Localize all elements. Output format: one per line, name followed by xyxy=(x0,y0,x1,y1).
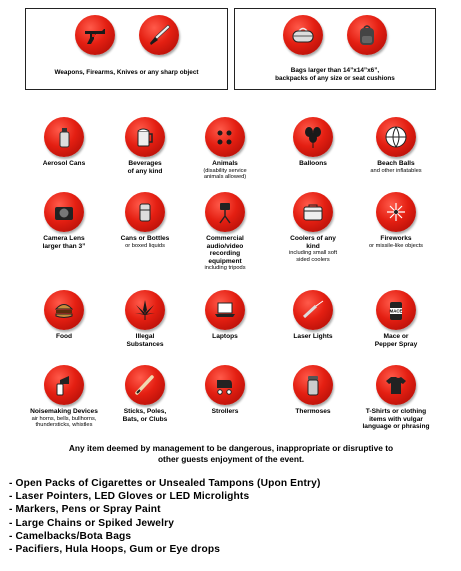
cooler-icon xyxy=(300,199,326,225)
item-label-line-4: equipment xyxy=(208,257,242,265)
item-label xyxy=(275,235,351,250)
mace-spray-icon xyxy=(383,297,409,323)
item-balloons xyxy=(275,117,351,168)
item-label-line-1: Beverages xyxy=(128,160,162,167)
extra-prohibited-list xyxy=(9,477,321,556)
item-label-line-1: T-Shirts or clothing xyxy=(365,408,427,415)
item-label: Aerosol Cans xyxy=(42,160,86,167)
item-label: Animals xyxy=(212,160,238,167)
list-item: - Camelbacks/Bota Bags xyxy=(9,530,132,542)
item-beverages xyxy=(107,117,183,175)
balloons-icon xyxy=(300,124,326,150)
item-sub xyxy=(187,168,263,182)
item-tshirts xyxy=(358,365,434,431)
item-label: Beach Balls xyxy=(377,160,415,167)
laptop-badge xyxy=(205,290,245,330)
item-label-line-2: Bats, or Clubs xyxy=(122,415,168,423)
camera-badge xyxy=(44,192,84,232)
gun-icon xyxy=(82,22,108,48)
item-sub-line-2: sided coolers xyxy=(296,256,330,263)
item-thermoses xyxy=(275,365,351,416)
item-label-line-2: audio/video xyxy=(206,242,244,250)
item-label: Cans or Bottles xyxy=(120,235,170,242)
item-label: Laptops xyxy=(212,333,238,340)
item-sub: including tripods xyxy=(204,265,246,272)
fireworks-badge xyxy=(376,192,416,232)
item-label: Balloons xyxy=(299,160,327,167)
weapons-caption: Weapons, Firearms, Knives or any sharp object xyxy=(54,69,199,76)
item-laptops xyxy=(187,290,263,341)
can-badge xyxy=(125,192,165,232)
duffel-bag-icon xyxy=(290,22,316,48)
item-label-line-1: Commercial xyxy=(206,235,244,242)
aerosol-can-badge xyxy=(44,117,84,157)
list-item: - Open Packs of Cigarettes or Unsealed Tampons (Upon Entry) xyxy=(9,478,321,489)
beach-ball-badge xyxy=(376,117,416,157)
item-label xyxy=(358,333,434,348)
backpack-badge xyxy=(347,15,387,55)
item-sub xyxy=(26,416,102,430)
item-strollers xyxy=(187,365,263,416)
air-horn-icon xyxy=(51,372,77,398)
item-label-line-1: Coolers of any xyxy=(290,235,336,242)
item-label: Thermoses xyxy=(295,408,331,415)
gun-badge xyxy=(75,15,115,55)
item-sub-line-2: thundersticks, whistles xyxy=(35,422,93,429)
mace-spray-badge xyxy=(376,290,416,330)
beer-mug-icon xyxy=(132,124,158,150)
bat-icon xyxy=(132,372,158,398)
burger-badge xyxy=(44,290,84,330)
item-label-line-3: recording xyxy=(209,250,241,258)
item-label xyxy=(107,333,183,348)
item-camera-lens xyxy=(26,192,102,250)
cannabis-leaf-badge xyxy=(125,290,165,330)
fireworks-icon xyxy=(383,199,409,225)
tripod-camera-icon xyxy=(212,199,238,225)
knife-badge xyxy=(139,15,179,55)
aerosol-can-icon xyxy=(51,124,77,150)
backpack-icon xyxy=(354,22,380,48)
thermos-badge xyxy=(293,365,333,405)
item-label: Food xyxy=(55,333,73,340)
burger-icon xyxy=(51,297,77,323)
item-cans-bottles xyxy=(107,192,183,249)
item-label: Strollers xyxy=(211,408,239,415)
list-item: - Large Chains or Spiked Jewelry xyxy=(9,517,175,529)
item-sub-line-1: (disability service xyxy=(203,167,247,174)
bags-caption-line-1: Bags larger than 14”x14”x6”, xyxy=(290,67,380,74)
item-aerosol-cans xyxy=(26,117,102,168)
item-label: Noisemaking Devices xyxy=(30,408,98,415)
stroller-badge xyxy=(205,365,245,405)
list-item: - Laser Pointers, LED Gloves or LED Microlights xyxy=(9,491,250,503)
item-commercial-recording xyxy=(187,192,263,272)
weapons-box xyxy=(25,8,228,90)
tshirt-badge xyxy=(376,365,416,405)
item-label-line-1: Mace or xyxy=(383,333,409,340)
item-sub xyxy=(275,250,351,264)
duffel-bag-badge xyxy=(283,15,323,55)
beer-mug-badge xyxy=(125,117,165,157)
management-notice xyxy=(20,443,442,464)
notice-line-1: Any item deemed by management to be dangerous, inappropriate or disruptive to xyxy=(68,443,394,453)
item-sub: or missile-like objects xyxy=(368,242,424,249)
item-sticks-poles xyxy=(107,365,183,423)
item-label xyxy=(358,408,434,431)
bags-caption xyxy=(237,67,433,83)
camera-icon xyxy=(51,199,77,225)
item-mace xyxy=(358,290,434,348)
laser-pointer-icon xyxy=(300,297,326,323)
item-animals xyxy=(187,117,263,181)
cooler-badge xyxy=(293,192,333,232)
list-item: - Pacifiers, Hula Hoops, Gum or Eye drops xyxy=(9,544,221,556)
can-icon xyxy=(132,199,158,225)
paw-prints-icon xyxy=(212,124,238,150)
item-fireworks xyxy=(358,192,434,249)
item-label-line-2: of any kind xyxy=(127,167,163,175)
item-label-line-1: Sticks, Poles, xyxy=(123,408,167,415)
item-label-line-2: larger than 3” xyxy=(42,242,86,250)
paw-prints-badge xyxy=(205,117,245,157)
mace-can-text: MACE xyxy=(389,308,403,314)
item-label: Laser Lights xyxy=(293,333,333,340)
thermos-icon xyxy=(300,372,326,398)
stroller-icon xyxy=(212,372,238,398)
item-label: Fireworks xyxy=(380,235,412,242)
tshirt-icon xyxy=(383,372,409,398)
notice-line-2: other guests enjoyment of the event. xyxy=(157,453,305,464)
item-label xyxy=(107,160,183,175)
balloons-badge xyxy=(293,117,333,157)
item-label xyxy=(26,235,102,250)
item-label-line-2: Substances xyxy=(126,340,164,348)
cannabis-leaf-icon xyxy=(132,297,158,323)
item-food xyxy=(26,290,102,341)
item-label xyxy=(107,408,183,423)
air-horn-badge xyxy=(44,365,84,405)
item-beach-balls xyxy=(358,117,434,174)
knife-icon xyxy=(146,22,172,48)
item-illegal-substances xyxy=(107,290,183,348)
item-coolers xyxy=(275,192,351,264)
item-label-line-2: Pepper Spray xyxy=(374,340,418,348)
item-label-line-2: kind xyxy=(306,242,320,250)
laptop-icon xyxy=(212,297,238,323)
item-sub-line-1: air horns, bells, bullhorns, xyxy=(31,415,97,422)
beach-ball-icon xyxy=(383,124,409,150)
item-sub: and other inflatables xyxy=(370,167,422,174)
bags-caption-line-2: backpacks of any size or seat cushions xyxy=(275,75,395,82)
laser-pointer-badge xyxy=(293,290,333,330)
item-label-line-2: items with vulgar xyxy=(369,415,423,423)
tripod-camera-badge xyxy=(205,192,245,232)
item-sub-line-1: including small soft xyxy=(288,250,338,257)
list-item: - Markers, Pens or Spray Paint xyxy=(9,504,161,516)
item-label-line-1: Illegal xyxy=(135,333,155,340)
item-sub: or boxed liquids xyxy=(125,242,165,249)
item-sub-line-2: animals allowed) xyxy=(203,174,247,181)
bat-badge xyxy=(125,365,165,405)
item-label xyxy=(187,235,263,265)
item-noisemaking xyxy=(26,365,102,429)
item-laser-lights xyxy=(275,290,351,341)
bags-box xyxy=(234,8,436,90)
item-label-line-3: language or phrasing xyxy=(362,423,430,431)
item-label-line-1: Camera Lens xyxy=(43,235,85,242)
